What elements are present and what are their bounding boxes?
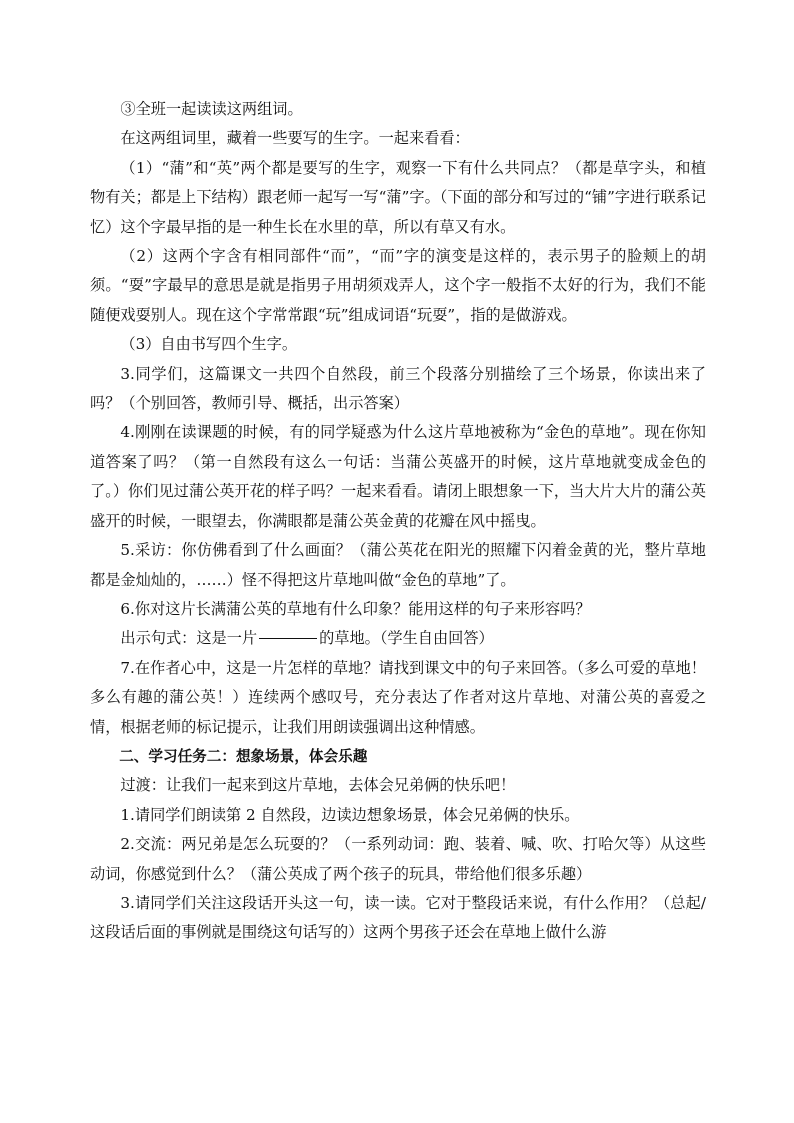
paragraph-task2-step-1: 1.请同学们朗读第 2 自然段，边读边想象场景，体会兄弟俩的快乐。	[120, 805, 580, 824]
paragraph-step-5: 5.采访：你仿佛看到了什么画面？（蒲公英花在阳光的照耀下闪着金黄的光，整片草地都是金灿灿的，……）怪不得把这片草地叫做“金色的草地”了。	[90, 541, 706, 589]
paragraph-er-component: （2）这两个字含有相同部件“而”，“而”字的演变是这样的，表示男子的脸颊上的胡须。“耍”字最早的意思是就是指男子用胡须戏弄人，这个字一般指不太好的行为，我们不能随便戏耍别人。现在这个字常常跟“玩”组成词语“玩耍”，指的是做游戏。	[90, 247, 706, 324]
paragraph-step-7: 7.在作者心中，这是一片怎样的草地？请找到课文中的句子来回答。（多么可爱的草地！多么有趣的蒲公英！）连续两个感叹号，充分表达了作者对这片草地、对蒲公英的喜爱之情，根据老师的标记提示，让我们用朗读强调出这种情感。	[90, 658, 706, 736]
sentence-pattern-start: 出示句式：这是一片	[120, 629, 258, 648]
paragraph-pu-ying-characters: （1）“蒲”和“英”两个都是要写的生字，观察一下有什么共同点？（都是草字头，和植物有关；都是上下结构）跟老师一起写一写“蒲”字。（下面的部分和写过的“铺”字进行联系记忆）这个字最早指的是一种生长在水里的草，所以有草又有水。	[90, 158, 706, 236]
document-body	[90, 95, 706, 948]
paragraph-read-words: ③全班一起读读这两组词。	[120, 100, 303, 118]
paragraph-sentence-pattern	[90, 624, 706, 653]
paragraph-step-3: 3.同学们，这篇课文一共四个自然段，前三个段落分别描绘了三个场景，你读出来了吗？（个别回答，教师引导、概括，出示答案）	[90, 364, 706, 413]
paragraph-step-6: 6.你对这片长满蒲公英的草地有什么印象？能用这样的句子来形容吗？	[120, 599, 591, 618]
paragraph-new-characters-intro: 在这两组词里，藏着一些要写的生字。一起来看看：	[120, 129, 470, 148]
fill-in-blank-line	[259, 637, 317, 639]
sentence-pattern-end: 的草地。（学生自由回答）	[319, 629, 494, 648]
section-heading-task-two: 二、学习任务二：想象场景，体会乐趣	[119, 747, 368, 765]
paragraph-free-writing: （3）自由书写四个生字。	[120, 335, 298, 354]
paragraph-transition: 过渡：让我们一起来到这片草地，去体会兄弟俩的快乐吧！	[120, 776, 516, 795]
paragraph-step-4: 4.刚刚在读课题的时候，有的同学疑惑为什么这片草地被称为“金色的草地”。现在你知道答案了吗？（第一自然段有这么一句话：当蒲公英盛开的时候，这片草地就变成金色的了。）你们见过蒲公英开花的样子吗？一起来看看。请闭上眼想象一下，当大片大片的蒲公英盛开的时候，一眼望去，你满眼都是蒲公英金黄的花瓣在风中摇曳。	[90, 423, 706, 530]
paragraph-task2-step-2: 2.交流：两兄弟是怎么玩耍的？（一系列动词：跑、装着、喊、吹、打哈欠等）从这些动词，你感觉到什么？（蒲公英成了两个孩子的玩具，带给他们很多乐趣）	[90, 835, 706, 883]
paragraph-task2-step-3: 3.请同学们关注这段话开头这一句，读一读。它对于整段话来说，有什么作用？（总起/这段话后面的事例就是围绕这句话写的）这两个男孩子还会在草地上做什么游	[90, 893, 706, 942]
